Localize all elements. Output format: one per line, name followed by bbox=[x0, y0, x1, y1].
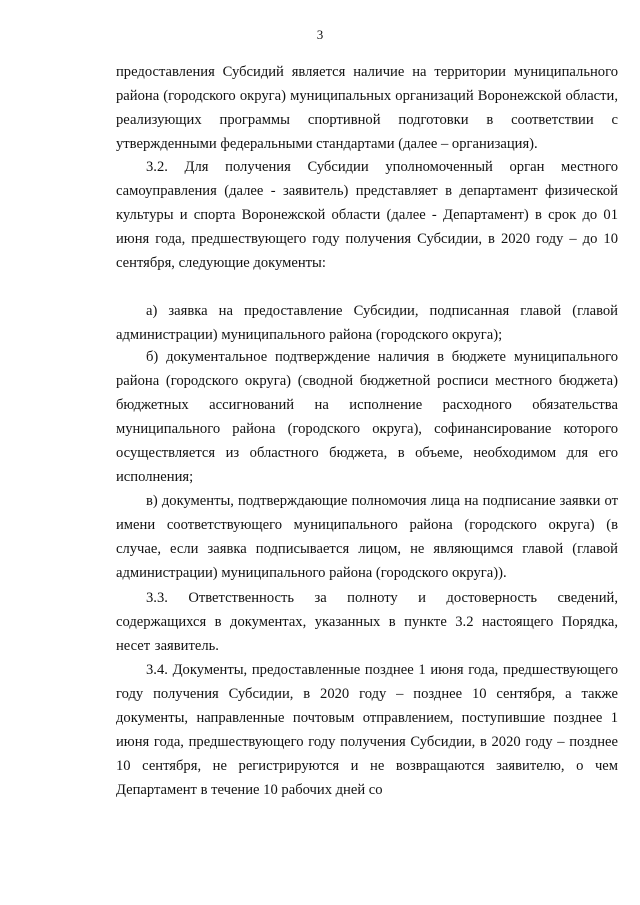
list-item-a: а) заявка на предоставление Субсидии, подписанная главой (главой администрации) муниципального района (городского округа); bbox=[116, 303, 618, 343]
paragraph-eligibility-condition: предоставления Субсидий является наличие на территории муниципального района (городского округа) муниципальных организаций Воронежской области, реализующих программы спортивной подготовки в соответствии с утвержденными федеральными стандартами (далее – организация). bbox=[116, 64, 618, 152]
list-item-v: в) документы, подтверждающие полномочия лица на подписание заявки от имени соответствующего муниципального района (городского округа) (в случае, если заявка подписывается лицом, не являющимся главой (главой администрации) муниципального района (городского округа)). bbox=[116, 493, 618, 581]
list-item-b: б) документальное подтверждение наличия в бюджете муниципального района (городского округа) (сводной бюджетной росписи местного бюджета) бюджетных ассигнований на исполнение расходного обязательства муниципального района (городского округа), софинансирование которого осуществляется из областного бюджета, в объеме, необходимом для его исполнения; bbox=[116, 349, 618, 485]
paragraph-3-4: 3.4. Документы, предоставленные позднее 1 июня года, предшествующего году получения Субсидии, в 2020 году – позднее 10 сентября, а также документы, направленные почтовым отправлением, поступившие позднее 1 июня года, предшествующего году получения Субсидии, в 2020 году – позднее 10 сентября, не регистрируются и не возвращаются заявителю, о чем Департамент в течение 10 рабочих дней со bbox=[116, 662, 618, 798]
page-number: 3 bbox=[316, 27, 324, 42]
paragraph-3-2: 3.2. Для получения Субсидии уполномоченный орган местного самоуправления (далее - заявитель) представляет в департамент физической культуры и спорта Воронежской области (далее - Департамент) в срок до 01 июня года, предшествующего году получения Субсидии, в 2020 году – до 10 сентября, следующие документы: bbox=[116, 159, 618, 271]
paragraph-3-3: 3.3. Ответственность за полноту и достоверность сведений, содержащихся в документах, указанных в пункте 3.2 настоящего Порядка, несет заявитель. bbox=[116, 590, 618, 654]
